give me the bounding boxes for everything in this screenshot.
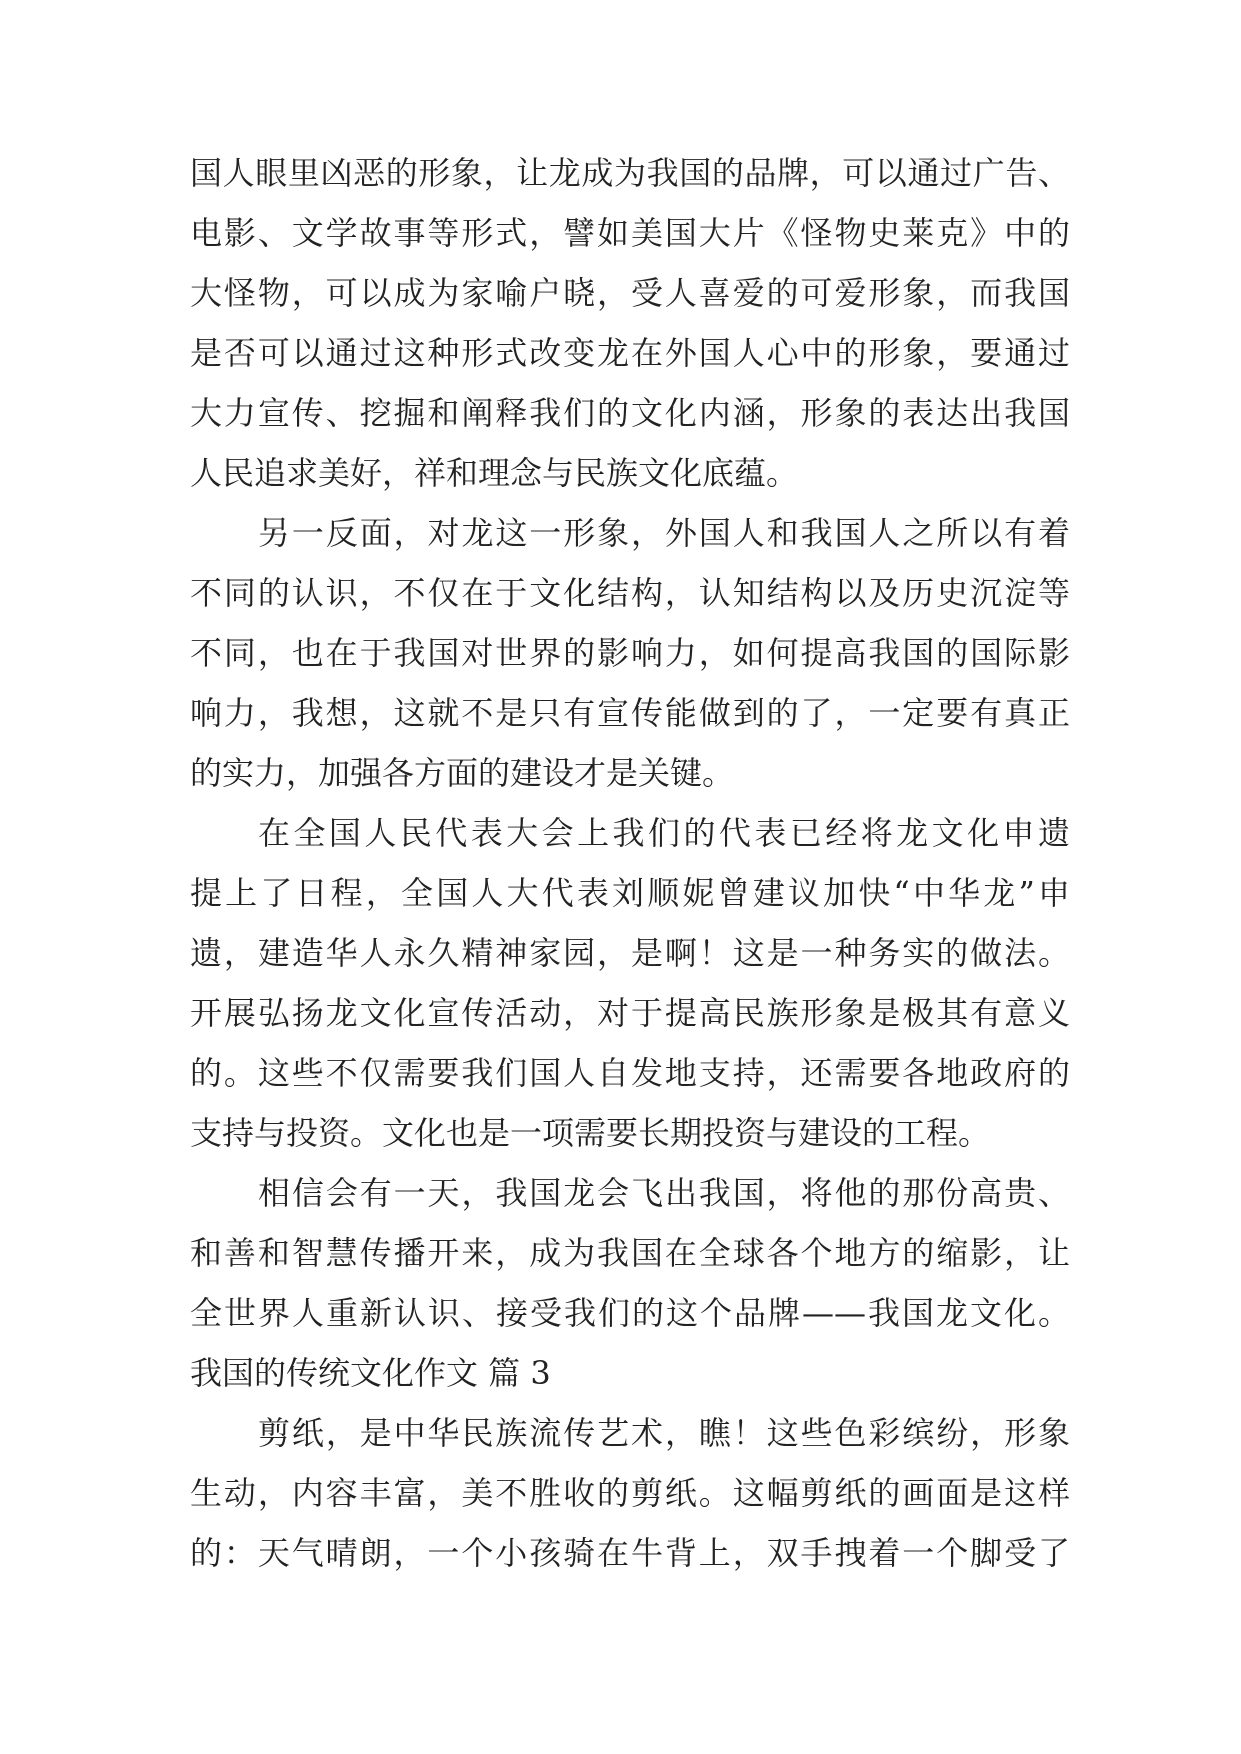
text-line: 遗，建造华人永久精神家园，是啊！这是一种务实的做法。 [190, 934, 1070, 972]
paragraph-first-line: 在全国人民代表大会上我们的代表已经将龙文化申遗 [258, 814, 1070, 852]
text-line: 生动，内容丰富，美不胜收的剪纸。这幅剪纸的画面是这样 [190, 1474, 1070, 1512]
text-line: 不同，也在于我国对世界的影响力，如何提高我国的国际影 [190, 634, 1070, 672]
text-line: 人民追求美好，祥和理念与民族文化底蕴。 [190, 454, 799, 492]
text-line: 的实力，加强各方面的建设才是关键。 [190, 754, 735, 792]
text-line: 不同的认识，不仅在于文化结构，认知结构以及历史沉淀等 [190, 574, 1070, 612]
text-line: 的。这些不仅需要我们国人自发地支持，还需要各地政府的 [190, 1054, 1070, 1092]
text-line: 国人眼里凶恶的形象，让龙成为我国的品牌，可以通过广告、 [190, 154, 1070, 192]
text-line: 的：天气晴朗，一个小孩骑在牛背上，双手拽着一个脚受了 [190, 1534, 1070, 1572]
text-line: 提上了日程，全国人大代表刘顺妮曾建议加快“中华龙”申 [190, 874, 1070, 912]
text-line: 大怪物，可以成为家喻户晓，受人喜爱的可爱形象，而我国 [190, 274, 1070, 312]
text-line: 响力，我想，这就不是只有宣传能做到的了，一定要有真正 [190, 694, 1070, 732]
text-line: 开展弘扬龙文化宣传活动，对于提高民族形象是极其有意义 [190, 994, 1070, 1032]
section-heading: 我国的传统文化作文 篇 3 [190, 1354, 551, 1392]
paragraph-first-line: 另一反面，对龙这一形象，外国人和我国人之所以有着 [258, 514, 1070, 552]
paragraph-first-line: 相信会有一天，我国龙会飞出我国，将他的那份高贵、 [258, 1174, 1070, 1212]
text-line: 支持与投资。文化也是一项需要长期投资与建设的工程。 [190, 1114, 991, 1152]
text-line: 电影、文学故事等形式，譬如美国大片《怪物史莱克》中的 [190, 214, 1070, 252]
text-line: 和善和智慧传播开来，成为我国在全球各个地方的缩影，让 [190, 1234, 1070, 1272]
paragraph-first-line: 剪纸，是中华民族流传艺术，瞧！这些色彩缤纷，形象 [258, 1414, 1070, 1452]
text-line: 全世界人重新认识、接受我们的这个品牌——我国龙文化。 [190, 1294, 1070, 1332]
text-line: 是否可以通过这种形式改变龙在外国人心中的形象，要通过 [190, 334, 1070, 372]
text-line: 大力宣传、挖掘和阐释我们的文化内涵，形象的表达出我国 [190, 394, 1070, 432]
